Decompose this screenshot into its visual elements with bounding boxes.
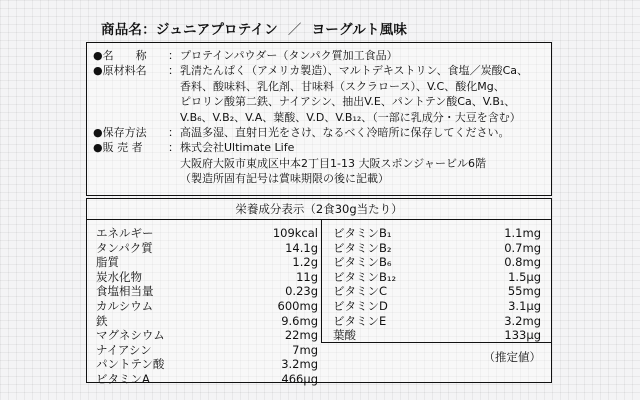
nutrient-name: 食塩相当量 xyxy=(96,284,154,299)
label-line: 株式会社Ultimate Life xyxy=(180,141,295,155)
nutrient-value: 0.23g xyxy=(285,284,318,299)
label-value xyxy=(180,125,543,140)
label-colon: ： xyxy=(168,141,179,155)
nutrient-row xyxy=(96,270,318,285)
nutrient-value: 1.5μg xyxy=(508,269,541,284)
nutrient-name: ビタミンB₁₂ xyxy=(333,269,397,284)
nutrient-value: 600mg xyxy=(277,298,318,313)
nutrition-heading: 栄養成分表示（2食30g当たり） xyxy=(87,199,551,220)
label-line: ピロリン酸第二鉄、ナイアシン、抽出V.E、パントテン酸Ca、V.B₁、 xyxy=(180,95,516,109)
label-value xyxy=(180,48,543,63)
nutrient-row xyxy=(333,284,541,299)
nutrient-name: 炭水化物 xyxy=(96,269,142,284)
nutrient-row xyxy=(333,328,541,343)
nutrient-value: 3.1μg xyxy=(508,298,541,313)
product-label-box xyxy=(86,42,552,196)
nutrient-row xyxy=(96,241,318,256)
column-divider xyxy=(321,220,322,343)
nutrient-name: マグネシウム xyxy=(96,328,165,343)
nutrition-right-column xyxy=(333,226,541,343)
label-row-name xyxy=(93,48,543,63)
nutrient-row xyxy=(96,299,318,314)
label-line: 高温多湿、直射日光をさけ、なるべく冷暗所に保存してください。 xyxy=(180,126,510,140)
nutrient-value: 3.2mg xyxy=(281,357,318,372)
label-value xyxy=(180,140,543,186)
nutrient-row xyxy=(96,372,318,387)
nutrient-row xyxy=(96,357,318,372)
nutrient-row xyxy=(333,255,541,270)
nutrition-facts-table xyxy=(86,198,552,386)
label-row-seller xyxy=(93,140,543,186)
nutrient-row xyxy=(96,314,318,329)
nutrient-row xyxy=(96,255,318,270)
nutrient-name: ビタミンB₂ xyxy=(333,240,392,255)
nutrient-name: ビタミンB₁ xyxy=(333,226,392,240)
label-key: ●原材料名 xyxy=(93,64,147,78)
nutrient-name: ビタミンB₆ xyxy=(333,255,392,270)
nutrient-value: 466μg xyxy=(281,371,318,386)
nutrient-row xyxy=(333,314,541,329)
nutrient-name: 脂質 xyxy=(96,255,119,270)
product-name-label: 商品名： xyxy=(101,22,156,38)
nutrient-value: 0.8mg xyxy=(504,255,541,270)
label-key: ●名 称 xyxy=(93,49,147,62)
estimate-note: （推定値） xyxy=(483,350,541,364)
product-flavor: ヨーグルト風味 xyxy=(311,22,408,38)
nutrient-value: 14.1g xyxy=(285,240,318,255)
nutrient-row xyxy=(96,226,318,241)
nutrient-name: ビタミンE xyxy=(333,313,387,328)
nutrient-name: パントテン酸 xyxy=(96,357,165,372)
label-colon: ： xyxy=(168,64,179,78)
nutrient-name: ビタミンA xyxy=(96,371,150,386)
nutrient-value: 3.2mg xyxy=(504,313,541,328)
label-row-storage xyxy=(93,125,543,140)
label-colon: ： xyxy=(168,49,179,62)
label-colon: ： xyxy=(168,126,179,140)
nutrient-row xyxy=(333,299,541,314)
label-line: 香料、酸味料、乳化剤、甘味料（スクラロース）、V.C、酸化Mg、 xyxy=(180,79,505,93)
nutrient-value: 133μg xyxy=(504,328,541,343)
nutrient-name: ビタミンD xyxy=(333,298,388,313)
nutrient-row xyxy=(333,226,541,241)
label-line: 乳清たんぱく（アメリカ製造）、マルトデキストリン、食塩／炭酸Ca、 xyxy=(180,64,529,78)
label-line: プロテインパウダー（タンパク質加工食品） xyxy=(180,49,398,62)
product-name: ジュニアプロテイン xyxy=(155,22,278,38)
nutrient-row xyxy=(96,284,318,299)
nutrient-name: エネルギー xyxy=(96,226,154,240)
label-value xyxy=(180,63,543,125)
nutrient-row xyxy=(333,270,541,285)
nutrient-name: ナイアシン xyxy=(96,342,152,357)
label-line: V.B₆、V.B₂、V.A、葉酸、V.D、V.B₁₂、（一部に乳成分・大豆を含む） xyxy=(180,110,521,124)
nutrient-value: 11g xyxy=(296,269,318,284)
nutrient-value: 109kcal xyxy=(272,226,318,240)
label-line: （製造所固有記号は賞味期限の後に記載） xyxy=(180,172,389,186)
nutrient-value: 0.7mg xyxy=(504,240,541,255)
nutrient-name: タンパク質 xyxy=(96,240,153,255)
nutrient-value: 22mg xyxy=(284,328,318,343)
nutrient-value: 9.6mg xyxy=(281,313,318,328)
product-title xyxy=(101,18,407,38)
label-key: ●販 売 者 xyxy=(93,141,143,155)
nutrient-value: 1.1mg xyxy=(504,226,541,240)
label-row-ingredients xyxy=(93,63,543,125)
label-line: 大阪府大阪市東成区中本2丁目1-13 大阪スポンジャービル6階 xyxy=(180,156,486,170)
nutrition-left-column xyxy=(96,226,318,387)
nutrient-name: カルシウム xyxy=(96,298,154,313)
nutrient-row xyxy=(96,328,318,343)
nutrient-name: 鉄 xyxy=(96,313,108,328)
nutrient-name: ビタミンC xyxy=(333,284,388,299)
title-separator: ／ xyxy=(287,22,302,38)
nutrient-name: 葉酸 xyxy=(333,328,356,343)
nutrient-row xyxy=(333,241,541,256)
label-key: ●保存方法 xyxy=(93,126,147,140)
nutrient-row xyxy=(96,343,318,358)
nutrient-value: 1.2g xyxy=(292,255,318,270)
nutrient-value: 7mg xyxy=(292,342,318,357)
nutrient-value: 55mg xyxy=(507,284,541,299)
